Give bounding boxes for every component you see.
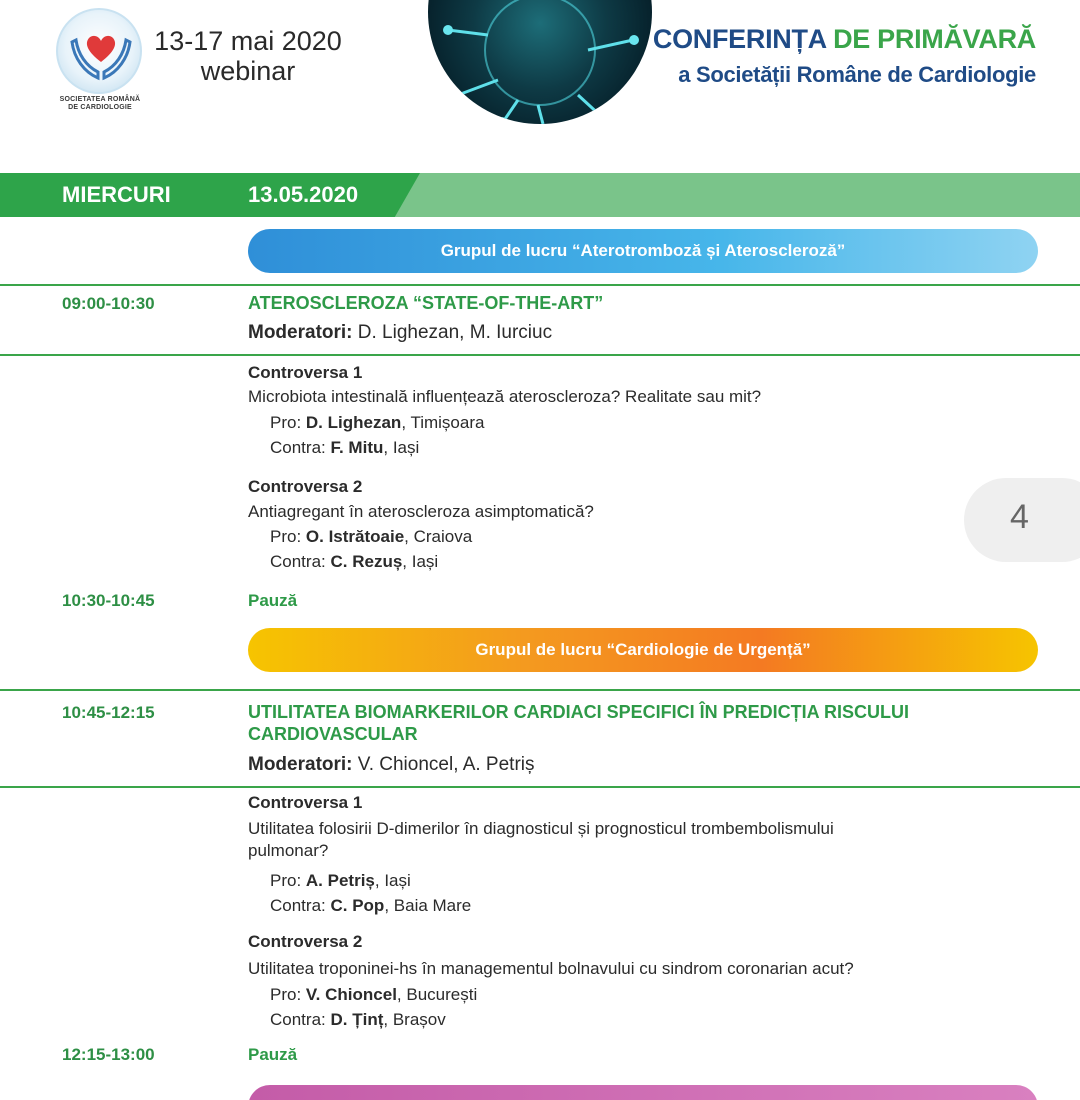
controversy-title: Controversa 1 bbox=[248, 363, 363, 382]
conference-title-part2: DE PRIMĂVARĂ bbox=[825, 24, 1036, 54]
pro-label: Pro: bbox=[270, 527, 306, 546]
controversy-title: Controversa 1 bbox=[248, 793, 363, 812]
session-title-line2: CARDIOVASCULAR bbox=[248, 724, 418, 744]
controversy-title: Controversa 2 bbox=[248, 932, 363, 951]
controversy-question: Microbiota intestinală influențează ateroscleroza? Realitate sau mit? bbox=[248, 387, 762, 406]
speaker-contra bbox=[270, 895, 471, 917]
controversy-question: Antiagregant în ateroscleroza asimptomatică? bbox=[248, 502, 594, 521]
session-time: 10:45-12:15 bbox=[62, 703, 155, 722]
speaker-name: D. Ținț bbox=[330, 1010, 384, 1029]
contra-label: Contra: bbox=[270, 552, 331, 571]
speaker-city: , Iași bbox=[374, 871, 411, 890]
conference-subtitle: a Societății Române de Cardiologie bbox=[678, 62, 1036, 87]
event-format: webinar bbox=[200, 56, 296, 86]
speaker-pro bbox=[270, 870, 411, 892]
speaker-contra bbox=[270, 1009, 446, 1031]
divider bbox=[0, 786, 1080, 788]
speaker-city: , Iași bbox=[402, 552, 439, 571]
logo-emblem bbox=[56, 8, 142, 94]
controversy-question bbox=[248, 818, 834, 862]
group-banner-urgenta: Grupul de lucru “Cardiologie de Urgență” bbox=[248, 628, 1038, 672]
day-bar bbox=[0, 173, 1080, 217]
speaker-pro bbox=[270, 412, 484, 434]
group-banner-aterotromboza: Grupul de lucru “Aterotromboză și Ateroscleroză” bbox=[248, 229, 1038, 273]
logo-caption-line2: DE CARDIOLOGIE bbox=[68, 104, 132, 111]
session-title bbox=[248, 701, 1038, 745]
moderators-label: Moderatori: bbox=[248, 322, 353, 343]
speaker-city: , Iași bbox=[383, 438, 420, 457]
session-title: ATEROSCLEROZA “STATE-OF-THE-ART” bbox=[248, 293, 604, 313]
speaker-pro bbox=[270, 526, 472, 548]
moderators-names: V. Chioncel, A. Petriș bbox=[352, 754, 535, 775]
contra-label: Contra: bbox=[270, 438, 331, 457]
group-banner-next bbox=[248, 1085, 1038, 1100]
pro-label: Pro: bbox=[270, 413, 306, 432]
speaker-name: O. Istrătoaie bbox=[305, 527, 405, 546]
logo-caption bbox=[40, 96, 160, 112]
speaker-pro bbox=[270, 984, 477, 1006]
contra-label: Contra: bbox=[270, 1010, 331, 1029]
controversy-question-line1: Utilitatea folosirii D-dimerilor în diagnosticul și prognosticul trombembolismului bbox=[248, 819, 834, 838]
moderators-names: D. Lighezan, M. Iurciuc bbox=[352, 322, 553, 343]
conference-title bbox=[640, 24, 1036, 54]
speaker-city: , Brașov bbox=[383, 1010, 446, 1029]
session-moderators bbox=[248, 322, 552, 344]
speaker-name: A. Petriș bbox=[305, 871, 375, 890]
break-label: Pauză bbox=[248, 1045, 298, 1064]
logo-caption-line1: SOCIETATEA ROMÂNĂ bbox=[59, 96, 141, 103]
speaker-city: , Craiova bbox=[404, 527, 473, 546]
session-moderators bbox=[248, 754, 535, 776]
speaker-city: , Timișoara bbox=[401, 413, 485, 432]
page-number: 4 bbox=[1010, 498, 1029, 536]
speaker-contra bbox=[270, 551, 438, 573]
speaker-city: , București bbox=[396, 985, 478, 1004]
controversy-question-line2: pulmonar? bbox=[248, 841, 329, 860]
speaker-name: C. Rezuș bbox=[330, 552, 403, 571]
hands-heart-icon bbox=[58, 10, 144, 96]
day-name: MIERCURI bbox=[62, 182, 171, 207]
controversy-question: Utilitatea troponinei-hs în managementul bolnavului cu sindrom coronarian acut? bbox=[248, 959, 854, 978]
virus-icon bbox=[428, 0, 652, 124]
conference-title-part1: CONFERINȚA bbox=[652, 24, 826, 54]
virus-illustration bbox=[428, 0, 652, 124]
program-header bbox=[0, 0, 1080, 150]
break-label: Pauză bbox=[248, 591, 298, 610]
divider bbox=[0, 689, 1080, 691]
contra-label: Contra: bbox=[270, 896, 331, 915]
speaker-name: C. Pop bbox=[330, 896, 385, 915]
event-dates bbox=[148, 26, 348, 86]
controversy-title: Controversa 2 bbox=[248, 477, 363, 496]
speaker-city: , Baia Mare bbox=[384, 896, 472, 915]
break-time: 10:30-10:45 bbox=[62, 591, 155, 610]
speaker-name: V. Chioncel bbox=[305, 985, 397, 1004]
src-logo bbox=[40, 8, 160, 113]
divider bbox=[0, 284, 1080, 286]
moderators-label: Moderatori: bbox=[248, 754, 353, 775]
pro-label: Pro: bbox=[270, 985, 306, 1004]
speaker-name: D. Lighezan bbox=[305, 413, 402, 432]
divider bbox=[0, 354, 1080, 356]
session-time: 09:00-10:30 bbox=[62, 294, 155, 313]
event-date-range: 13-17 mai 2020 bbox=[154, 26, 342, 56]
break-time: 12:15-13:00 bbox=[62, 1045, 155, 1064]
speaker-name: F. Mitu bbox=[330, 438, 384, 457]
pro-label: Pro: bbox=[270, 871, 306, 890]
day-date: 13.05.2020 bbox=[248, 182, 359, 207]
speaker-contra bbox=[270, 437, 419, 459]
session-title-line1: UTILITATEA BIOMARKERILOR CARDIACI SPECIFICI ÎN PREDICȚIA RISCULUI bbox=[248, 702, 909, 722]
